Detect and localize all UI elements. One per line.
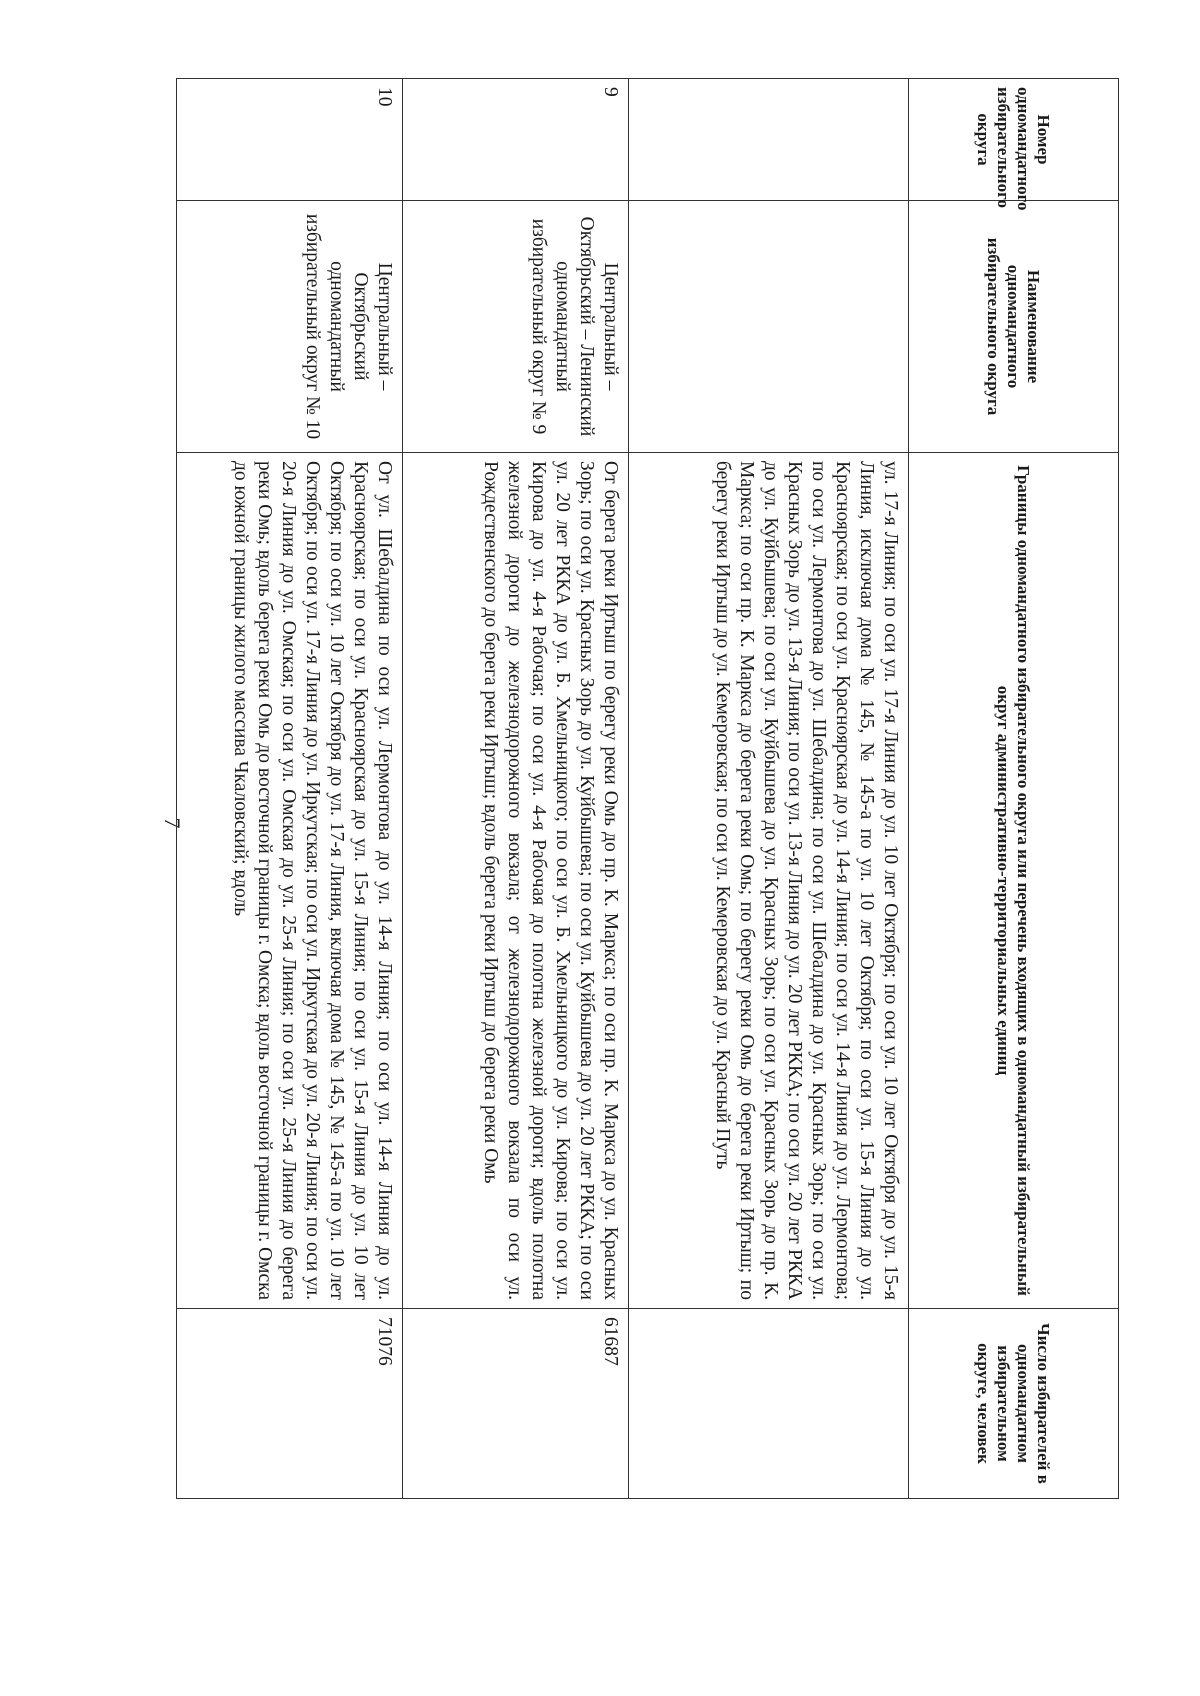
table-row [403,79,629,1499]
district-name [629,201,909,453]
district-name: Центральный – Октябрьский – Ленинский одномандатный избирательный округ № 9 [403,201,629,453]
header-name: Наименование одномандатного избирательного округа [909,201,1119,453]
table-row [629,79,909,1499]
district-number: 10 [177,79,403,201]
districts-table [176,78,1119,1499]
district-voters: 61687 [403,1309,629,1499]
header-boundaries: Границы одномандатного избирательного округа или перечень входящих в одномандатный избирательный округ административно-территориальных единиц [909,453,1119,1309]
district-voters: 71076 [177,1309,403,1499]
district-name: Центральный – Октябрьский одномандатный избирательный округ № 10 [177,201,403,453]
district-voters [629,1309,909,1499]
district-boundaries: ул. 17-я Линия; по оси ул. 17-я Линия до ул. 10 лет Октября; по оси ул. 10 лет Октября до ул. 15-я Линия, исключая дома № 145, № 145-а по ул. 10 лет Октября; по оси ул. 15-я Линия до ул. Красноярская; по оси ул. Красноярская до ул. 14-я Линия; по оси ул. 14-я Линия до ул. Лермонтова; по оси ул. Лермонтова до ул. Шебалдина; по оси ул. Шебалдина до ул. Красных Зорь; по оси ул. Красных Зорь до ул. 13-я Линия; по оси ул. 13-я Линия до ул. 20 лет РККА; по оси ул. 20 лет РККА до ул. Куйбышева; по оси ул. Куйбышева до ул. Красных Зорь; по оси ул. Красных Зорь до пр. К. Маркса; по оси пр. К. Маркса до берега реки Омь; по берегу реки Омь до берега реки Иртыш; по берегу реки Иртыш до ул. Кемеровская; по оси ул. Кемеровская до ул. Красный Путь [629,453,909,1309]
district-number: 9 [403,79,629,201]
district-boundaries: От берега реки Иртыш по берегу реки Омь до пр. К. Маркса; по оси пр. К. Маркса до ул. Красных Зорь; по оси ул. Красных Зорь до ул. Куйбышева; по оси ул. Куйбышева до ул. 20 лет РККА; по оси ул. 20 лет РККА до ул. Б. Хмельницкого; по оси ул. Б. Хмельницкого до ул. Кирова; по оси ул. Кирова до ул. 4-я Рабочая; по оси ул. 4-я Рабочая до полотна железной дороги; вдоль полотна железной дороги до железнодорожного вокзала; от железнодорожного вокзала по оси ул. Рождественского до берега реки Иртыш; вдоль берега реки Иртыш до берега реки Омь [403,453,629,1309]
district-number [629,79,909,201]
header-number: Номер одномандатного избирательного округа [909,79,1119,201]
district-boundaries: От ул. Шебалдина по оси ул. Лермонтова до ул. 14-я Линия; по оси ул. 14-я Линия до ул. Красноярская; по оси ул. Красноярская до ул. 15-я Линия; по оси ул. 15-я Линия до ул. 10 лет Октября; по оси ул. 10 лет Октября до ул. 17-я Линия, включая дома № 145, № 145-а по ул. 10 лет Октября; по оси ул. 17-я Линия до ул. Иркутская; по оси ул. Иркутская до ул. 20-я Линия; по оси ул. 20-я Линия до ул. Омская; по оси ул. Омская до ул. 25-я Линия; по оси ул. 25-я Линия до берега реки Омь; вдоль берега реки Омь до восточной границы г. Омска; вдоль восточной границы г. Омска до южной границы жилого массива Чкаловский; вдоль [177,453,403,1309]
page-number: 7 [160,817,185,829]
table-row [177,79,403,1499]
districts-table-wrapper [219,78,1119,1498]
header-voters: Число избирателей в одномандатном избирательном округе, человек [909,1309,1119,1499]
table-header-row [909,79,1119,1499]
